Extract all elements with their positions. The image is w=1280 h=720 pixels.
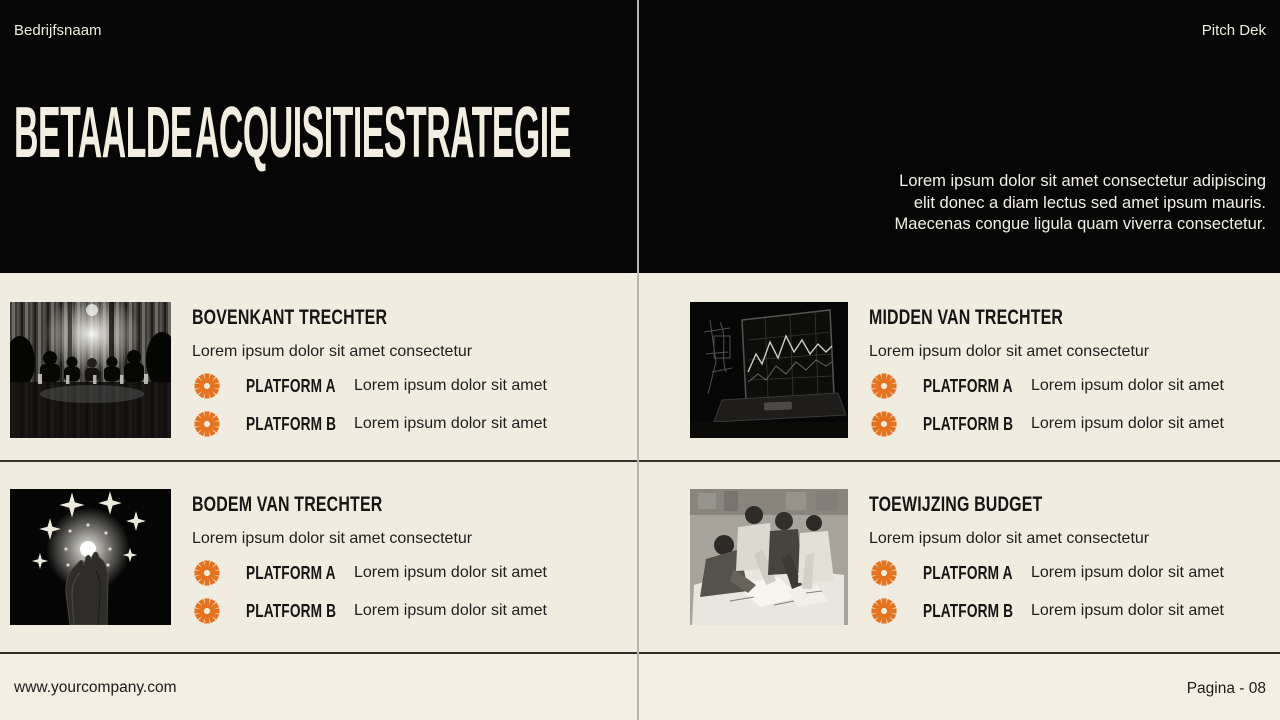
intro-line: Lorem ipsum dolor sit amet consectetur adipiscing	[899, 172, 1266, 190]
platform-row	[869, 411, 1224, 437]
card-heading: TOEWIJZING BUDGET	[869, 493, 1043, 516]
vertical-divider	[637, 0, 639, 720]
platform-label: PLATFORM A	[246, 562, 336, 583]
card-content	[869, 489, 1224, 624]
platform-row	[869, 373, 1224, 399]
starburst-icon	[871, 411, 897, 437]
starburst-icon	[871, 598, 897, 624]
card-middle-of-funnel	[690, 302, 1275, 438]
platform-row	[192, 560, 547, 586]
horizontal-divider	[0, 460, 1280, 462]
platform-label: PLATFORM A	[923, 562, 1013, 583]
platform-label: PLATFORM A	[923, 375, 1013, 396]
card-heading: BOVENKANT TRECHTER	[192, 306, 388, 329]
platform-text: Lorem ipsum dolor sit amet	[1031, 377, 1224, 394]
starburst-icon	[871, 373, 897, 399]
platform-row	[869, 598, 1224, 624]
intro-line: Maecenas congue ligula quam viverra consectetur.	[894, 215, 1266, 233]
platform-text: Lorem ipsum dolor sit amet	[354, 564, 547, 581]
platform-row	[192, 373, 547, 399]
card-top-of-funnel	[10, 302, 630, 438]
header-band	[0, 0, 1280, 273]
platform-label: PLATFORM B	[923, 413, 1014, 434]
intro-line: elit donec a diam lectus sed amet ipsum mauris.	[913, 193, 1266, 212]
starburst-icon	[194, 598, 220, 624]
card-subtext: Lorem ipsum dolor sit amet consectetur	[192, 343, 473, 360]
starburst-icon	[194, 411, 220, 437]
page-number: Pagina - 08	[1186, 680, 1266, 697]
card-content	[869, 302, 1224, 437]
platform-text: Lorem ipsum dolor sit amet	[1031, 602, 1224, 619]
starburst-icon	[871, 560, 897, 586]
platform-text: Lorem ipsum dolor sit amet	[1031, 415, 1224, 432]
intro-paragraph	[895, 171, 1266, 236]
platform-row	[192, 598, 547, 624]
starburst-icon	[194, 373, 220, 399]
platform-label: PLATFORM B	[923, 600, 1014, 621]
team-planning-photo	[690, 489, 848, 625]
card-budget-allocation	[690, 489, 1275, 625]
card-subtext: Lorem ipsum dolor sit amet consectetur	[869, 530, 1150, 547]
card-subtext: Lorem ipsum dolor sit amet consectetur	[192, 530, 473, 547]
platform-text: Lorem ipsum dolor sit amet	[1031, 564, 1224, 581]
platform-row	[192, 411, 547, 437]
platform-label: PLATFORM A	[246, 375, 336, 396]
footer-band	[0, 654, 1280, 720]
boardroom-meeting-photo	[10, 302, 171, 438]
card-content	[192, 302, 547, 437]
card-bottom-of-funnel	[10, 489, 630, 625]
starburst-icon	[194, 560, 220, 586]
slide-title: BETAALDE ACQUISITIESTRATEGIE	[14, 93, 571, 173]
platform-text: Lorem ipsum dolor sit amet	[354, 415, 547, 432]
platform-text: Lorem ipsum dolor sit amet	[354, 602, 547, 619]
card-heading: MIDDEN VAN TRECHTER	[869, 306, 1064, 329]
card-subtext: Lorem ipsum dolor sit amet consectetur	[869, 343, 1150, 360]
deck-label: Pitch Dek	[1201, 22, 1266, 39]
horizontal-divider	[0, 652, 1280, 654]
card-content	[192, 489, 547, 624]
company-name: Bedrijfsnaam	[14, 22, 102, 39]
platform-row	[869, 560, 1224, 586]
card-heading: BODEM VAN TRECHTER	[192, 493, 383, 516]
hand-holding-stars-photo	[10, 489, 171, 625]
website-url: www.yourcompany.com	[14, 679, 177, 696]
platform-label: PLATFORM B	[246, 600, 337, 621]
platform-label: PLATFORM B	[246, 413, 337, 434]
platform-text: Lorem ipsum dolor sit amet	[354, 377, 547, 394]
laptop-analytics-photo	[690, 302, 848, 438]
